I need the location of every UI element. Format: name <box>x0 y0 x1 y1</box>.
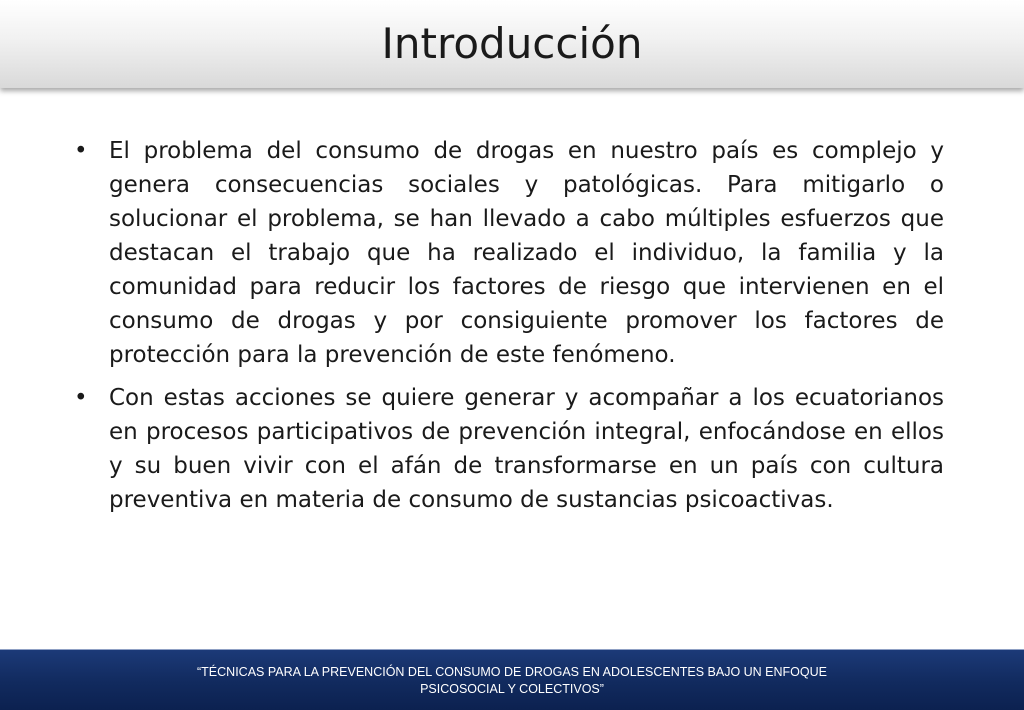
bullet-item <box>68 381 944 517</box>
bullet-icon: • <box>74 385 88 411</box>
slide-content <box>68 134 944 526</box>
footer-text <box>150 664 874 698</box>
footer-bar <box>0 649 1024 710</box>
bullet-icon: • <box>74 138 88 164</box>
slide-title: Introducción <box>381 19 643 68</box>
bullet-text: Con estas acciones se quiere generar y acompañar a los ecuatorianos en procesos participativos de prevención integral, enfocándose en ellos y su buen vivir con el afán de transformarse en un país con cultura preventiva en materia de consumo de sustancias psicoactivas. <box>109 385 944 513</box>
footer-line-2: PSICOSOCIAL Y COLECTIVOS” <box>420 682 604 696</box>
bullet-item <box>68 134 944 372</box>
bullet-list <box>68 134 944 517</box>
footer-line-1: “TÉCNICAS PARA LA PREVENCIÓN DEL CONSUMO DE DROGAS EN ADOLESCENTES BAJO UN ENFOQUE <box>197 665 827 679</box>
bullet-text: El problema del consumo de drogas en nuestro país es complejo y genera consecuencias sociales y patológicas. Para mitigarlo o solucionar el problema, se han llevado a cabo múltiples esfuerzos que destacan el trabajo que ha realizado el individuo, la familia y la comunidad para reducir los factores de riesgo que intervienen en el consumo de drogas y por consiguiente promover los factores de protección para la prevención de este fenómeno. <box>109 138 944 368</box>
title-bar <box>0 0 1024 88</box>
